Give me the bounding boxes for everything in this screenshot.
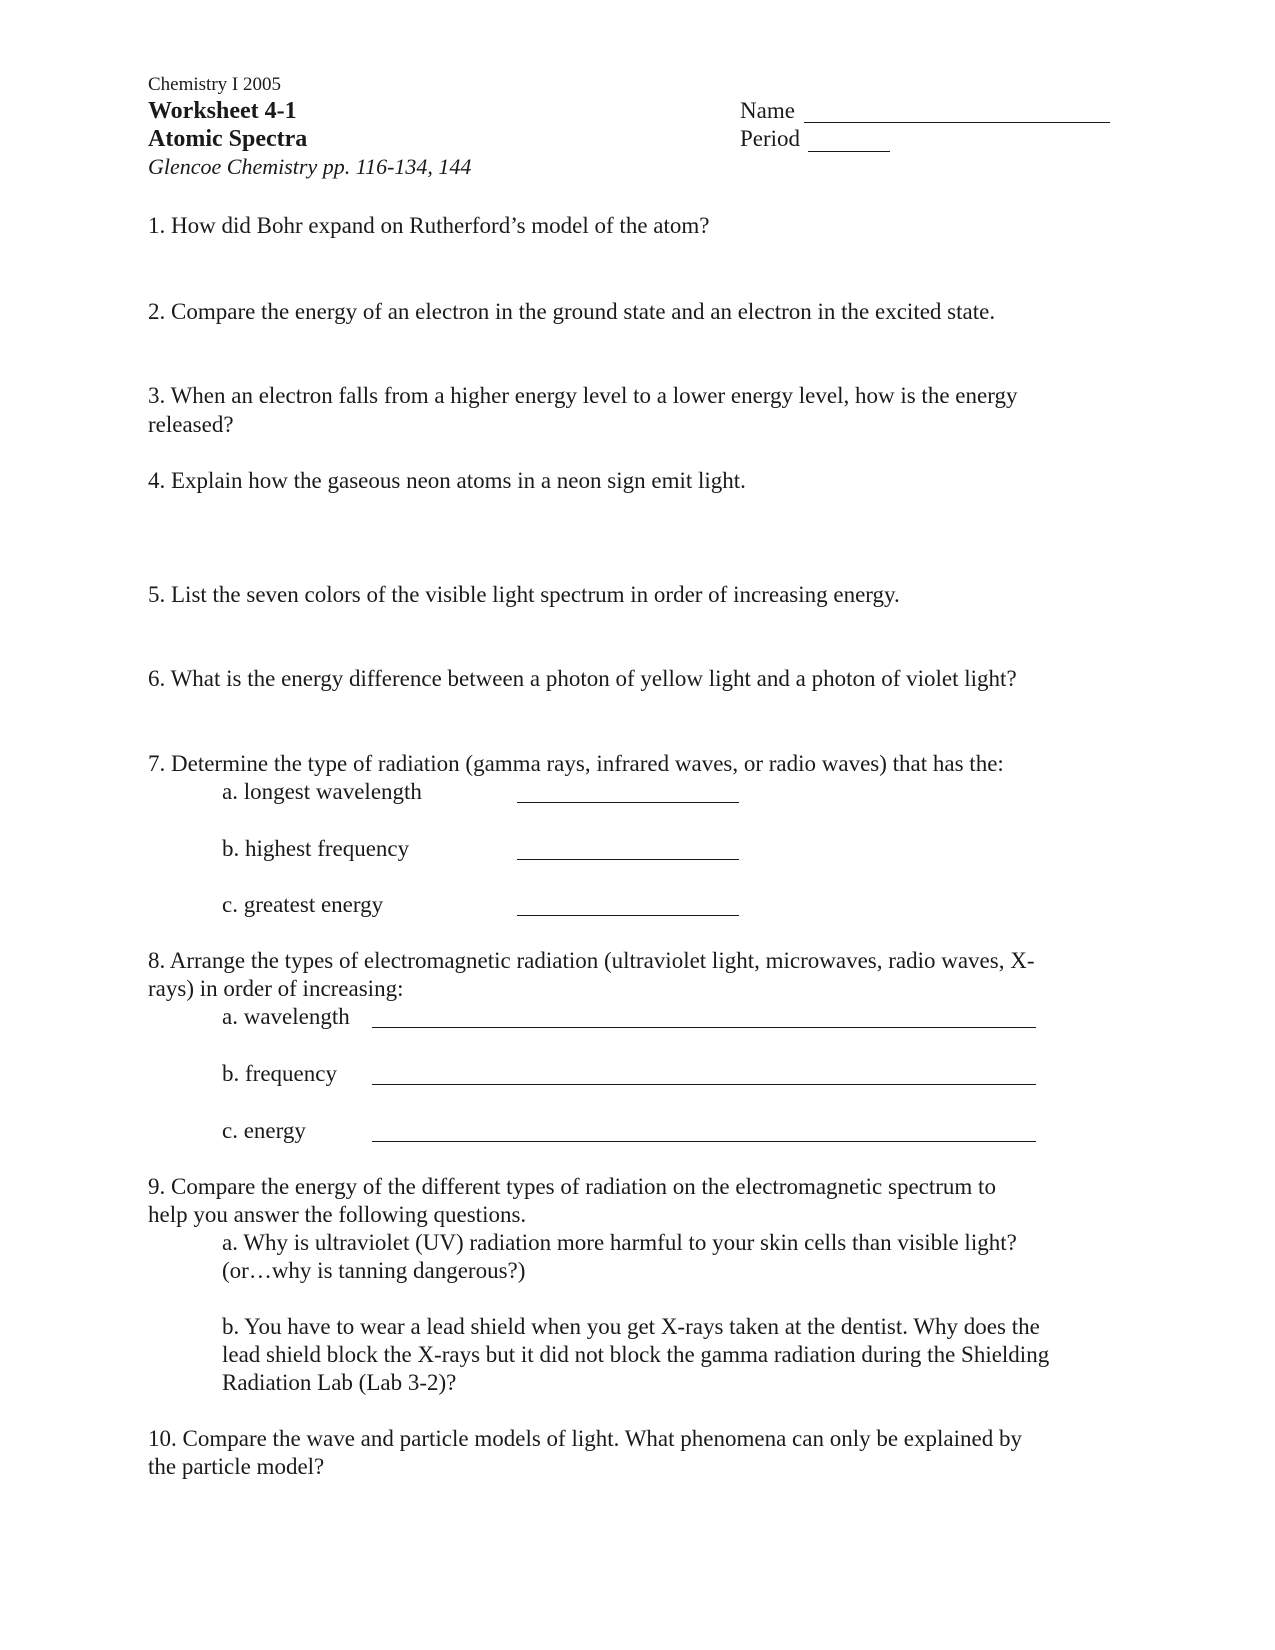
answer-blank-8b[interactable] (372, 1084, 1036, 1085)
question-9b-line-1: b. You have to wear a lead shield when you get X-rays taken at the dentist. Why does the (222, 1314, 1040, 1339)
question-1: 1. How did Bohr expand on Rutherford’s model of the atom? (148, 213, 710, 238)
question-7a: a. longest wavelength (222, 779, 422, 804)
name-label: Name (740, 98, 795, 123)
course-label: Chemistry I 2005 (148, 74, 281, 95)
question-8-line-2: rays) in order of increasing: (148, 976, 404, 1001)
question-4: 4. Explain how the gaseous neon atoms in a neon sign emit light. (148, 468, 746, 493)
question-3-line-1: 3. When an electron falls from a higher energy level to a lower energy level, how is the energy (148, 383, 1018, 408)
answer-blank-8a[interactable] (372, 1027, 1036, 1028)
question-10-line-1: 10. Compare the wave and particle models of light. What phenomena can only be explained by (148, 1426, 1022, 1451)
answer-blank-8c[interactable] (372, 1141, 1036, 1142)
question-9-line-1: 9. Compare the energy of the different types of radiation on the electromagnetic spectrum to (148, 1174, 996, 1199)
question-5: 5. List the seven colors of the visible light spectrum in order of increasing energy. (148, 582, 900, 607)
topic-title: Atomic Spectra (148, 126, 308, 152)
question-9-line-2: help you answer the following questions. (148, 1202, 527, 1227)
question-7b: b. highest frequency (222, 836, 410, 861)
question-9a-line-2: (or…why is tanning dangerous?) (222, 1258, 526, 1283)
name-blank[interactable] (804, 122, 1110, 123)
period-label: Period (740, 126, 801, 151)
period-blank[interactable] (808, 151, 890, 152)
answer-blank-7a[interactable] (517, 802, 739, 803)
textbook-reference: Glencoe Chemistry pp. 116-134, 144 (148, 154, 472, 179)
question-8a: a. wavelength (222, 1004, 350, 1029)
question-8-line-1: 8. Arrange the types of electromagnetic radiation (ultraviolet light, microwaves, radio waves, X- (148, 948, 1035, 973)
question-10-line-2: the particle model? (148, 1454, 325, 1479)
question-6: 6. What is the energy difference between a photon of yellow light and a photon of violet light? (148, 666, 1017, 691)
question-9b-line-3: Radiation Lab (Lab 3-2)? (222, 1370, 457, 1395)
question-2: 2. Compare the energy of an electron in the ground state and an electron in the excited state. (148, 299, 996, 324)
question-8b: b. frequency (222, 1061, 337, 1086)
question-8c: c. energy (222, 1118, 306, 1143)
answer-blank-7b[interactable] (517, 859, 739, 860)
question-9b-line-2: lead shield block the X-rays but it did not block the gamma radiation during the Shielding (222, 1342, 1050, 1367)
question-7c: c. greatest energy (222, 892, 384, 917)
question-9a-line-1: a. Why is ultraviolet (UV) radiation more harmful to your skin cells than visible light? (222, 1230, 1017, 1255)
question-7: 7. Determine the type of radiation (gamma rays, infrared waves, or radio waves) that has the: (148, 751, 1004, 776)
worksheet-title: Worksheet 4-1 (148, 98, 297, 124)
question-3-line-2: released? (148, 412, 234, 437)
answer-blank-7c[interactable] (517, 915, 739, 916)
